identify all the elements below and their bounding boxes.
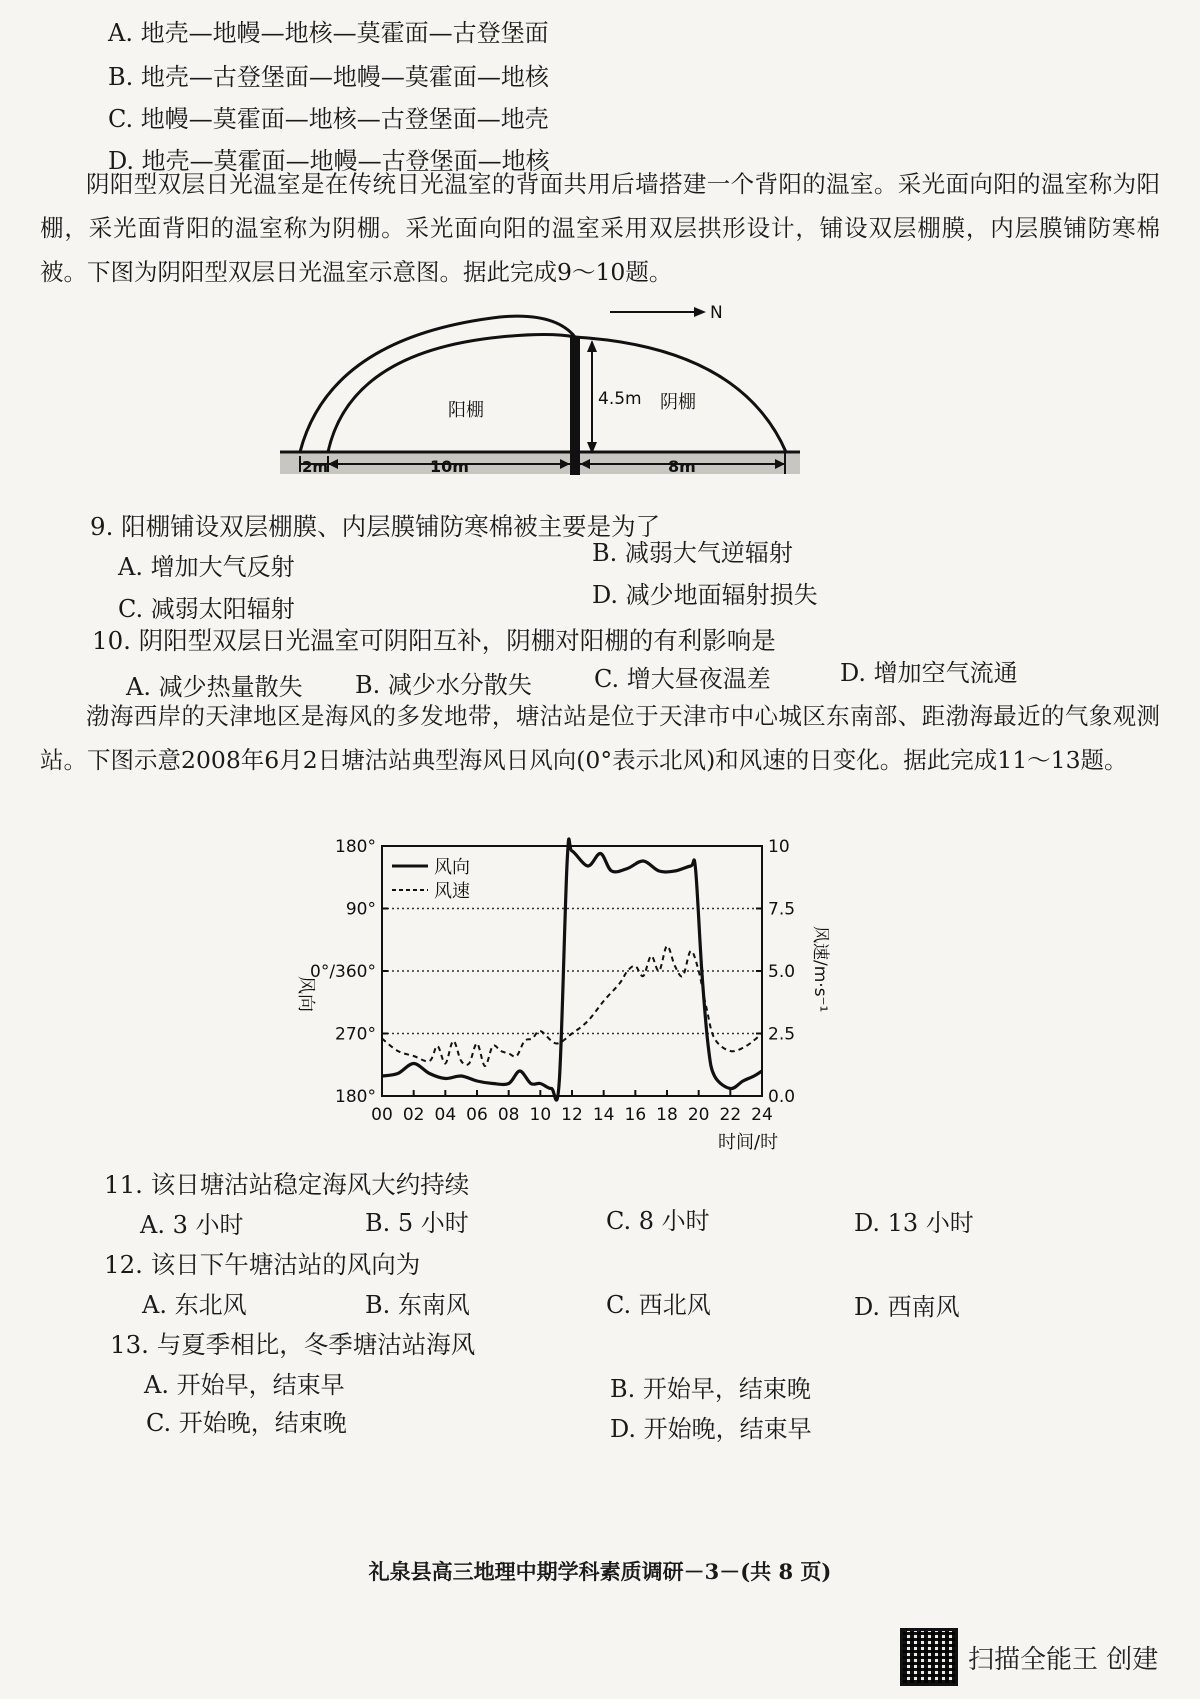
x-tick-label: 10 (529, 1105, 552, 1125)
x-tick-label: 24 (751, 1105, 773, 1125)
q12-option-a: A. 东北风 (142, 1291, 247, 1319)
q11-option-a: A. 3 小时 (140, 1211, 244, 1239)
q11-stem: 11. 该日塘沽站稳定海风大约持续 (104, 1170, 470, 1199)
q13-option-b: B. 开始早，结束晚 (610, 1375, 811, 1403)
q8-option-a: A. 地壳—地幔—地核—莫霍面—古登堡面 (108, 19, 549, 47)
x-axis-label: 时间/时 (718, 1132, 779, 1153)
left-tick-label: 90° (345, 899, 376, 920)
seabreeze-intro: 渤海西岸的天津地区是海风的多发地带，塘沽站是位于天津市中心城区东南部、距渤海最近的气象观测站。下图示意2008年6月2日塘沽站典型海风日风向(0°表示北风)和风速的日变化。据此完成11～13题。 (40, 702, 1160, 774)
q8-option-d: D. 地壳—莫霍面—地幔—古登堡面—地核 (108, 147, 550, 175)
q9-option-a: A. 增加大气反射 (118, 553, 295, 581)
inner-arch (328, 335, 575, 453)
left-tick-label: 270° (335, 1024, 376, 1045)
right-tick-label: 7.5 (768, 899, 796, 920)
q13-option-c: C. 开始晚，结束晚 (146, 1409, 347, 1437)
x-tick-label: 04 (434, 1105, 457, 1125)
x-tick-label: 00 (371, 1105, 393, 1125)
q13-stem: 13. 与夏季相比，冬季塘沽站海风 (110, 1330, 476, 1359)
q13-option-d: D. 开始晚，结束早 (610, 1415, 812, 1443)
q9-option-b: B. 减弱大气逆辐射 (592, 539, 793, 567)
wind-chart (270, 826, 840, 1156)
x-tick-label: 16 (624, 1105, 647, 1125)
x-tick-label: 14 (592, 1105, 615, 1125)
y-axis-left-label: 风向 (295, 976, 316, 1012)
yang-label: 阳棚 (448, 400, 484, 421)
yin-label: 阴棚 (660, 392, 696, 413)
q9-option-c: C. 减弱太阳辐射 (118, 595, 295, 623)
x-tick-label: 20 (687, 1105, 710, 1125)
q10-option-a: A. 减少热量散失 (126, 673, 303, 701)
q12-stem: 12. 该日下午塘沽站的风向为 (104, 1250, 421, 1279)
q12-option-c: C. 西北风 (606, 1291, 711, 1319)
q11-option-b: B. 5 小时 (365, 1209, 469, 1237)
x-tick-label: 02 (402, 1105, 425, 1125)
page-footer: 礼泉县高三地理中期学科素质调研－3－(共 8 页) (368, 1559, 832, 1584)
north-label: N (710, 303, 723, 323)
q12-option-d: D. 西南风 (854, 1293, 960, 1321)
series-wind-direction-line (382, 839, 762, 1100)
q10-option-b: B. 减少水分散失 (355, 671, 532, 699)
q8-option-b: B. 地壳—古登堡面—地幔—莫霍面—地核 (108, 63, 549, 91)
qr-code-icon (900, 1628, 958, 1686)
x-tick-label: 06 (466, 1105, 488, 1125)
legend-direction: 风向 (434, 857, 470, 878)
q8-option-c: C. 地幔—莫霍面—地核—古登堡面—地壳 (108, 105, 549, 133)
left-tick-label: 0°/360° (310, 962, 376, 982)
y-axis-right-label: 风速/m·s⁻¹ (810, 926, 830, 1013)
height-label: 4.5m (598, 389, 642, 409)
x-tick-label: 12 (561, 1105, 583, 1125)
q10-option-c: C. 增大昼夜温差 (594, 665, 771, 693)
watermark-text: 扫描全能王 创建 (968, 1644, 1159, 1675)
dim-8m: 8m (668, 457, 696, 476)
q12-option-b: B. 东南风 (365, 1291, 470, 1319)
x-tick-label: 08 (497, 1105, 520, 1125)
x-tick-label: 22 (719, 1105, 742, 1125)
q9-stem: 9. 阳棚铺设双层棚膜、内层膜铺防寒棉被主要是为了 (90, 512, 661, 541)
legend-speed: 风速 (434, 881, 470, 902)
right-tick-label: 10 (768, 837, 790, 857)
q10-stem: 10. 阴阳型双层日光温室可阴阳互补，阴棚对阳棚的有利影响是 (92, 626, 776, 655)
back-wall (570, 337, 580, 475)
x-tick-label: 18 (656, 1105, 678, 1125)
right-tick-label: 5.0 (768, 962, 796, 982)
greenhouse-intro: 阴阳型双层日光温室是在传统日光温室的背面共用后墙搭建一个背阳的温室。采光面向阳的温室称为阳棚，采光面背阳的温室称为阴棚。采光面向阳的温室采用双层拱形设计，铺设双层棚膜，内层膜铺防寒棉被。下图为阴阳型双层日光温室示意图。据此完成9～10题。 (40, 170, 1160, 286)
q13-option-a: A. 开始早，结束早 (144, 1371, 345, 1399)
left-tick-label: 180° (335, 1087, 376, 1107)
q10-option-d: D. 增加空气流通 (840, 659, 1018, 687)
dim-10m: 10m (430, 457, 469, 476)
outer-arch (300, 316, 575, 452)
left-tick-label: 180° (335, 837, 376, 857)
greenhouse-diagram (270, 292, 830, 502)
q11-option-d: D. 13 小时 (854, 1209, 974, 1237)
q11-option-c: C. 8 小时 (606, 1207, 710, 1235)
dim-2m: 2m (302, 458, 329, 476)
q9-option-d: D. 减少地面辐射损失 (592, 581, 818, 609)
right-tick-label: 2.5 (768, 1024, 796, 1045)
right-tick-label: 0.0 (768, 1087, 796, 1107)
scanner-watermark (900, 1628, 1158, 1686)
